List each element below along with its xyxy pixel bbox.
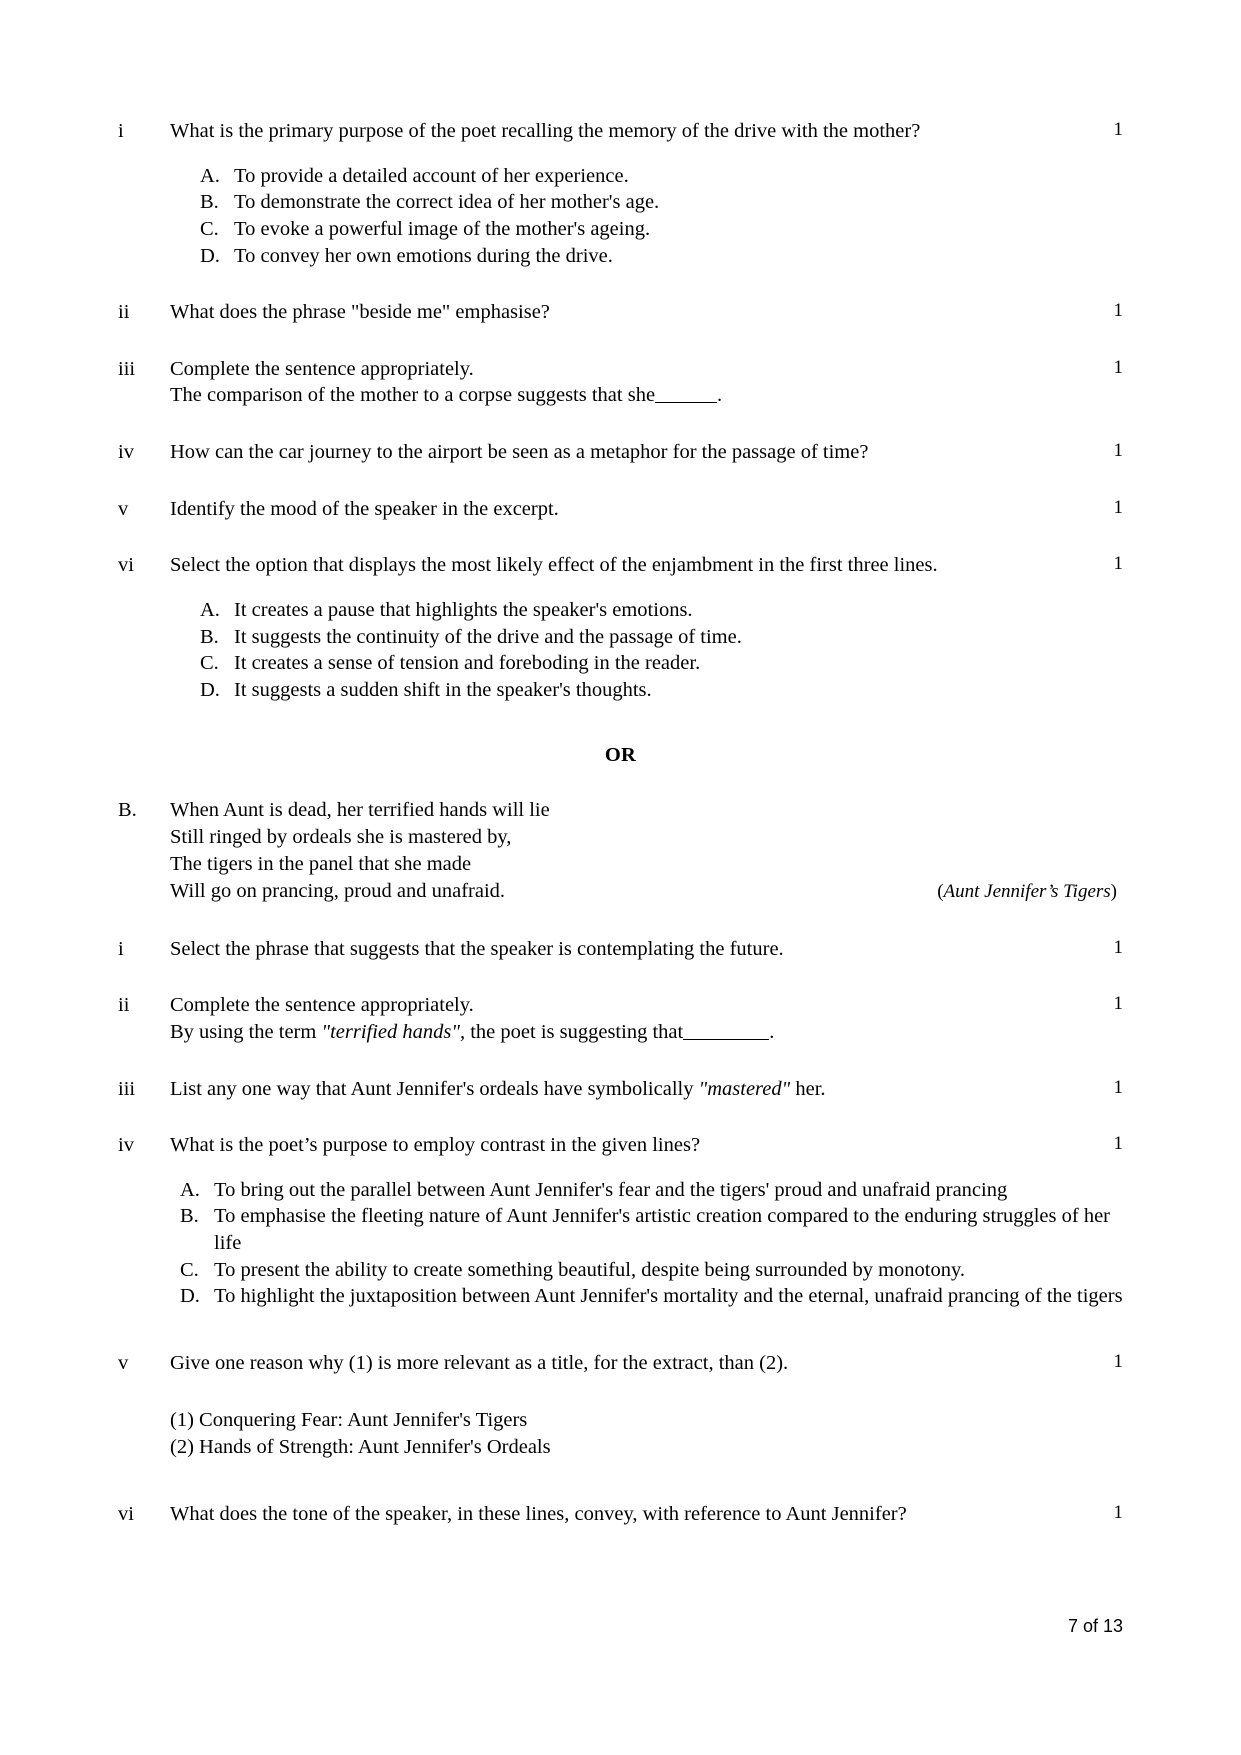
spacer [118,466,1123,496]
option-letter: C. [200,652,219,675]
question-marks: 1 [1113,1076,1123,1098]
question-number: iii [118,357,136,380]
question-number: i [118,937,124,960]
question-text: Select the phrase that suggests that the speaker is contemplating the future. [170,937,784,960]
page-footer: 7 of 13 [1067,1616,1123,1636]
question-number: i [118,120,124,142]
spacer [118,1046,1123,1076]
question-text: What is the poet’s purpose to employ contrast in the given lines? [170,1134,701,1157]
option-text: It suggests the continuity of the drive and the passage of time. [234,625,742,648]
option-text: To bring out the parallel between Aunt Jennifer's fear and the tigers' proud and unafraid prancing [214,1178,1008,1201]
option-item[interactable] [200,163,1123,190]
question-marks: 1 [1113,993,1123,1015]
quoted-phrase: "mastered" [698,1077,791,1100]
question-number: iv [118,1134,134,1157]
fill-in-blank[interactable] [683,1039,769,1040]
option-letter: B. [200,625,219,648]
option-letter: B. [180,1205,199,1228]
option-letter: C. [180,1258,199,1281]
question-a-vi [118,552,1123,579]
spacer [118,326,1123,356]
question-number: v [118,1352,129,1375]
question-text: How can the car journey to the airport be seen as a metaphor for the passage of time? [170,441,869,464]
option-item[interactable] [180,1283,1123,1310]
question-line-2 [170,382,1087,409]
option-item[interactable] [200,243,1123,270]
spacer [118,1461,1123,1501]
option-letter: D. [200,244,220,267]
question-line-2 [170,1019,1087,1046]
spacer [118,1102,1123,1132]
option-text: To emphasise the fleeting nature of Aunt Jennifer's artistic creation compared to the enduring struggles of her life [214,1205,1111,1255]
question-b-v [118,1350,1123,1377]
page-content [118,118,1123,1527]
question-line-1: Complete the sentence appropriately. [170,357,474,380]
option-item[interactable] [200,597,1123,624]
option-list-a-vi [200,597,1123,704]
question-number: ii [118,301,130,324]
question-marks: 1 [1113,1133,1123,1155]
credit-open-paren: ( [937,881,944,903]
fill-in-blank[interactable] [655,402,717,403]
question-number: iv [118,441,134,464]
option-text: To present the ability to create something beautiful, despite being surrounded by monotony. [214,1258,966,1281]
sentence-prefix: The comparison of the mother to a corpse suggests that she [170,384,656,407]
extract-block-b [118,797,1123,906]
or-divider: OR [604,743,637,766]
question-marks: 1 [1113,300,1123,322]
option-text: To highlight the juxtaposition between Aunt Jennifer's mortality and the eternal, unafraid prancing of the tigers [214,1285,1123,1308]
poem-credit [937,879,1123,904]
question-marks: 1 [1113,496,1123,518]
question-marks: 1 [1113,356,1123,378]
poem-line-4: Will go on prancing, proud and unafraid. [170,880,506,903]
sentence-prefix: By using the term [170,1020,322,1043]
question-number: vi [118,554,134,577]
question-text: Give one reason why (1) is more relevant as a title, for the extract, than (2). [170,1352,789,1375]
sentence-suffix: . [717,384,723,407]
spacer [118,767,1123,797]
question-number: v [118,497,129,520]
title-choice-1: (1) Conquering Fear: Aunt Jennifer's Tigers [170,1408,528,1431]
question-marks: 1 [1113,1501,1123,1523]
option-letter: A. [180,1178,200,1201]
question-b-ii [118,992,1123,1045]
title-choices [170,1407,1097,1461]
title-choices-row [118,1407,1123,1461]
question-a-i [118,118,1123,145]
question-a-v [118,496,1123,523]
sentence-suffix: . [769,1020,775,1043]
option-item[interactable] [200,216,1123,243]
extract-lines [170,797,1123,906]
option-text: It creates a pause that highlights the speaker's emotions. [234,599,693,622]
spacer [118,269,1123,299]
option-list-a-i [200,163,1123,270]
option-letter: A. [200,599,220,622]
poem-line-3: The tigers in the panel that she made [170,853,472,876]
question-text [170,356,1097,409]
question-marks: 1 [1113,440,1123,462]
question-number: iii [118,1077,136,1100]
question-marks: 1 [1113,119,1123,140]
question-number: vi [118,1502,134,1525]
option-letter: A. [200,164,220,187]
credit-close-paren: ) [1110,881,1117,903]
option-item[interactable] [200,189,1123,216]
option-item[interactable] [180,1203,1123,1256]
question-b-iii [118,1076,1123,1103]
option-text: To provide a detailed account of her experience. [234,164,629,187]
option-text: To demonstrate the correct idea of her mother's age. [234,191,660,214]
extract-label: B. [118,798,137,821]
question-a-ii [118,299,1123,326]
option-letter: B. [200,191,219,214]
option-item[interactable] [200,650,1123,677]
question-b-vi [118,1501,1123,1528]
question-marks: 1 [1113,553,1123,575]
question-text: What does the tone of the speaker, in these lines, convey, with reference to Aunt Jennifer? [170,1502,907,1525]
spacer [118,962,1123,992]
option-text: It suggests a sudden shift in the speaker's thoughts. [234,678,652,701]
option-letter: D. [200,678,220,701]
option-text: To evoke a powerful image of the mother's ageing. [234,217,651,240]
option-text: To convey her own emotions during the drive. [234,244,613,267]
option-list-b-iv [180,1177,1123,1310]
spacer [118,522,1123,552]
option-item[interactable] [180,1177,1123,1204]
question-suffix: her. [790,1077,826,1100]
question-text [170,1076,1097,1103]
spacer [118,1310,1123,1350]
spacer [118,409,1123,439]
question-marks: 1 [1113,1351,1123,1373]
question-a-iii [118,356,1123,409]
question-text: What is the primary purpose of the poet recalling the memory of the drive with the mother? [170,120,921,142]
option-item[interactable] [180,1257,1123,1284]
title-choice-2: (2) Hands of Strength: Aunt Jennifer's Ordeals [170,1435,551,1458]
option-item[interactable] [200,677,1123,704]
question-text: Select the option that displays the most likely effect of the enjambment in the first three lines. [170,554,938,577]
option-letter: D. [180,1285,200,1308]
option-item[interactable] [200,624,1123,651]
question-number: ii [118,994,130,1017]
quoted-phrase: "terrified hands", [321,1020,466,1043]
question-text [170,992,1097,1045]
spacer [118,1377,1123,1407]
spacer [118,906,1123,936]
question-text: What does the phrase "beside me" emphasise? [170,301,550,324]
credit-title: Aunt Jennifer’s Tigers [943,881,1111,903]
question-line-1: Complete the sentence appropriately. [170,994,474,1017]
question-marks: 1 [1113,936,1123,958]
option-text: It creates a sense of tension and foreboding in the reader. [234,652,701,675]
question-b-iv [118,1132,1123,1159]
poem-line-1: When Aunt is dead, her terrified hands will lie [170,798,550,821]
question-prefix: List any one way that Aunt Jennifer's ordeals have symbolically [170,1077,699,1100]
poem-line-4-row [170,878,1123,905]
poem-line-2: Still ringed by ordeals she is mastered by, [170,825,512,848]
question-a-iv [118,439,1123,466]
question-text: Identify the mood of the speaker in the excerpt. [170,497,559,520]
sentence-middle: the poet is suggesting that [465,1020,684,1043]
option-letter: C. [200,217,219,240]
spacer [118,704,1123,744]
question-b-i [118,936,1123,963]
